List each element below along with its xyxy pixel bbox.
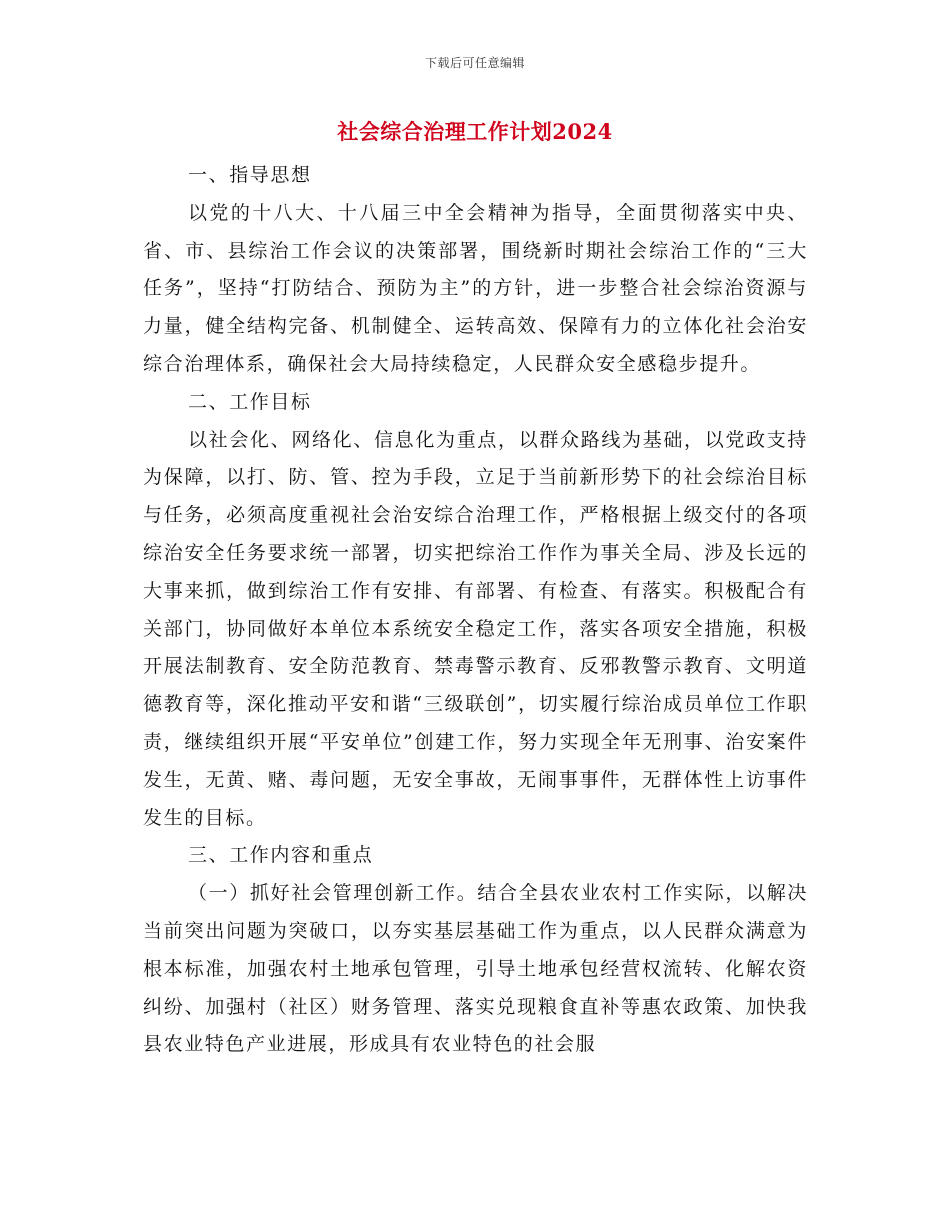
document-body bbox=[143, 157, 808, 1064]
section-paragraph-work-content: （一）抓好社会管理创新工作。结合全县农业农村工作实际，以解决当前突出问题为突破口，以夯实基层基础工作为重点，以人民群众满意为根本标准，加强农村土地承包管理，引导土地承包经营权流转、化解农资纠纷、加强村（社区）财务管理、落实兑现粮食直补等惠农政策、加快我县农业特色产业进展，形成具有农业特色的社会服 bbox=[143, 882, 808, 1056]
header-note: 下载后可任意编辑 bbox=[424, 56, 525, 70]
document-title: 社会综合治理工作计划2024 bbox=[337, 119, 613, 144]
section-paragraph-work-goals: 以社会化、网络化、信息化为重点，以群众路线为基础，以党政支持为保障，以打、防、管、控为手段，立足于当前新形势下的社会综治目标与任务，必须高度重视社会治安综合治理工作，严格根据上级交付的各项综治安全任务要求统一部署，切实把综治工作作为事关全局、涉及长远的大事来抓，做到综治工作有安排、有部署、有检查、有落实。积极配合有关部门，协同做好本单位本系统安全稳定工作，落实各项安全措施，积极开展法制教育、安全防范教育、禁毒警示教育、反邪教警示教育、文明道德教育等，深化推动平安和谐“三级联创”，切实履行综治成员单位工作职责，继续组织开展“平安单位”创建工作，努力实现全年无刑事、治安案件发生，无黄、赌、毒问题，无安全事故，无闹事事件，无群体性上访事件发生的目标。 bbox=[143, 428, 808, 829]
section-paragraph-guiding-ideology: 以党的十八大、十八届三中全会精神为指导，全面贯彻落实中央、省、市、县综治工作会议的决策部署，围绕新时期社会综治工作的“三大任务”，坚持“打防结合、预防为主”的方针，进一步整合社会综治资源与力量，健全结构完备、机制健全、运转高效、保障有力的立体化社会治安综合治理体系，确保社会大局持续稳定，人民群众安全感稳步提升。 bbox=[143, 201, 808, 375]
section-heading-work-goals: 二、工作目标 bbox=[188, 390, 312, 413]
section-heading-guiding-ideology: 一、指导思想 bbox=[188, 164, 312, 186]
section-heading-work-content: 三、工作内容和重点 bbox=[188, 844, 374, 867]
